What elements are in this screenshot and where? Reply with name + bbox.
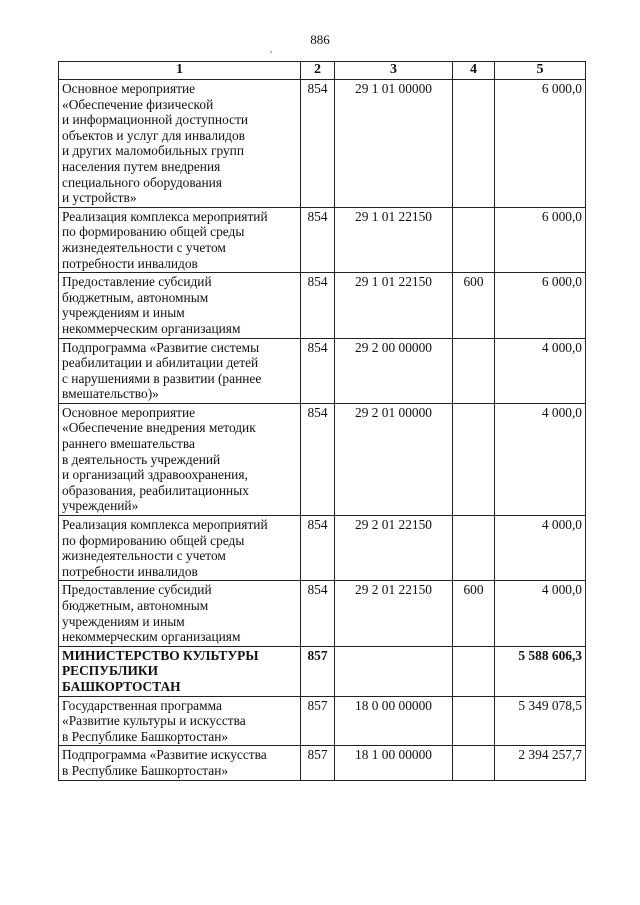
ved-cell: 857 bbox=[301, 746, 335, 780]
ved-cell: 854 bbox=[301, 581, 335, 646]
table-row bbox=[59, 338, 586, 403]
table-row bbox=[59, 581, 586, 646]
csr-cell: 29 2 01 22150 bbox=[335, 581, 453, 646]
ved-cell: 857 bbox=[301, 646, 335, 696]
csr-cell: 18 0 00 00000 bbox=[335, 696, 453, 746]
amount-cell: 4 000,0 bbox=[495, 581, 586, 646]
name-cell: Реализация комплекса мероприятий по формированию общей среды жизнедеятельности с учетом потребности инвалидов bbox=[59, 207, 301, 272]
vr-cell: 600 bbox=[453, 273, 495, 338]
vr-cell bbox=[453, 403, 495, 515]
name-cell: Подпрограмма «Развитие искусства в Республике Башкортостан» bbox=[59, 746, 301, 780]
amount-cell: 5 588 606,3 bbox=[495, 646, 586, 696]
vr-cell bbox=[453, 80, 495, 208]
vr-cell bbox=[453, 338, 495, 403]
ved-cell: 854 bbox=[301, 516, 335, 581]
csr-cell: 29 2 01 00000 bbox=[335, 403, 453, 515]
csr-cell: 29 1 01 22150 bbox=[335, 273, 453, 338]
amount-cell: 4 000,0 bbox=[495, 338, 586, 403]
scan-mark: , bbox=[270, 44, 273, 54]
name-cell: Подпрограмма «Развитие системы реабилитации и абилитации детей с нарушениями в развитии (раннее вмешательство)» bbox=[59, 338, 301, 403]
table-row bbox=[59, 403, 586, 515]
csr-cell: 29 2 00 00000 bbox=[335, 338, 453, 403]
ved-cell: 854 bbox=[301, 207, 335, 272]
ved-cell: 857 bbox=[301, 696, 335, 746]
ved-cell: 854 bbox=[301, 403, 335, 515]
name-cell: Реализация комплекса мероприятий по формированию общей среды жизнедеятельности с учетом потребности инвалидов bbox=[59, 516, 301, 581]
ved-cell: 854 bbox=[301, 273, 335, 338]
amount-cell: 6 000,0 bbox=[495, 80, 586, 208]
amount-cell: 6 000,0 bbox=[495, 273, 586, 338]
csr-cell: 18 1 00 00000 bbox=[335, 746, 453, 780]
header-cell: 5 bbox=[495, 62, 586, 80]
vr-cell bbox=[453, 516, 495, 581]
name-cell: Основное мероприятие «Обеспечение внедрения методик раннего вмешательства в деятельность учреждений и организаций здравоохранения, образования, реабилитационных учреждений» bbox=[59, 403, 301, 515]
amount-cell: 5 349 078,5 bbox=[495, 696, 586, 746]
vr-cell bbox=[453, 207, 495, 272]
name-cell: Предоставление субсидий бюджетным, автономным учреждениям и иным некоммерческим организациям bbox=[59, 273, 301, 338]
header-cell: 1 bbox=[59, 62, 301, 80]
vr-cell bbox=[453, 696, 495, 746]
csr-cell bbox=[335, 646, 453, 696]
table-row bbox=[59, 696, 586, 746]
csr-cell: 29 2 01 22150 bbox=[335, 516, 453, 581]
name-cell: Предоставление субсидий бюджетным, автономным учреждениям и иным некоммерческим организациям bbox=[59, 581, 301, 646]
amount-cell: 6 000,0 bbox=[495, 207, 586, 272]
name-cell: Государственная программа «Развитие культуры и искусства в Республике Башкортостан» bbox=[59, 696, 301, 746]
vr-cell bbox=[453, 646, 495, 696]
table-row bbox=[59, 746, 586, 780]
table-row bbox=[59, 646, 586, 696]
table-row bbox=[59, 207, 586, 272]
csr-cell: 29 1 01 22150 bbox=[335, 207, 453, 272]
header-cell: 3 bbox=[335, 62, 453, 80]
amount-cell: 4 000,0 bbox=[495, 516, 586, 581]
csr-cell: 29 1 01 00000 bbox=[335, 80, 453, 208]
header-cell: 4 bbox=[453, 62, 495, 80]
name-cell: МИНИСТЕРСТВО КУЛЬТУРЫ РЕСПУБЛИКИ БАШКОРТОСТАН bbox=[59, 646, 301, 696]
vr-cell bbox=[453, 746, 495, 780]
table-row bbox=[59, 273, 586, 338]
amount-cell: 4 000,0 bbox=[495, 403, 586, 515]
ved-cell: 854 bbox=[301, 80, 335, 208]
header-row bbox=[59, 62, 586, 80]
amount-cell: 2 394 257,7 bbox=[495, 746, 586, 780]
vr-cell: 600 bbox=[453, 581, 495, 646]
budget-table bbox=[58, 61, 586, 781]
table-row bbox=[59, 516, 586, 581]
page-number: 886 bbox=[310, 32, 330, 47]
table-row bbox=[59, 80, 586, 208]
name-cell: Основное мероприятие «Обеспечение физической и информационной доступности объектов и услуг для инвалидов и других маломобильных групп населения путем внедрения специального оборудования и устройств» bbox=[59, 80, 301, 208]
ved-cell: 854 bbox=[301, 338, 335, 403]
header-cell: 2 bbox=[301, 62, 335, 80]
